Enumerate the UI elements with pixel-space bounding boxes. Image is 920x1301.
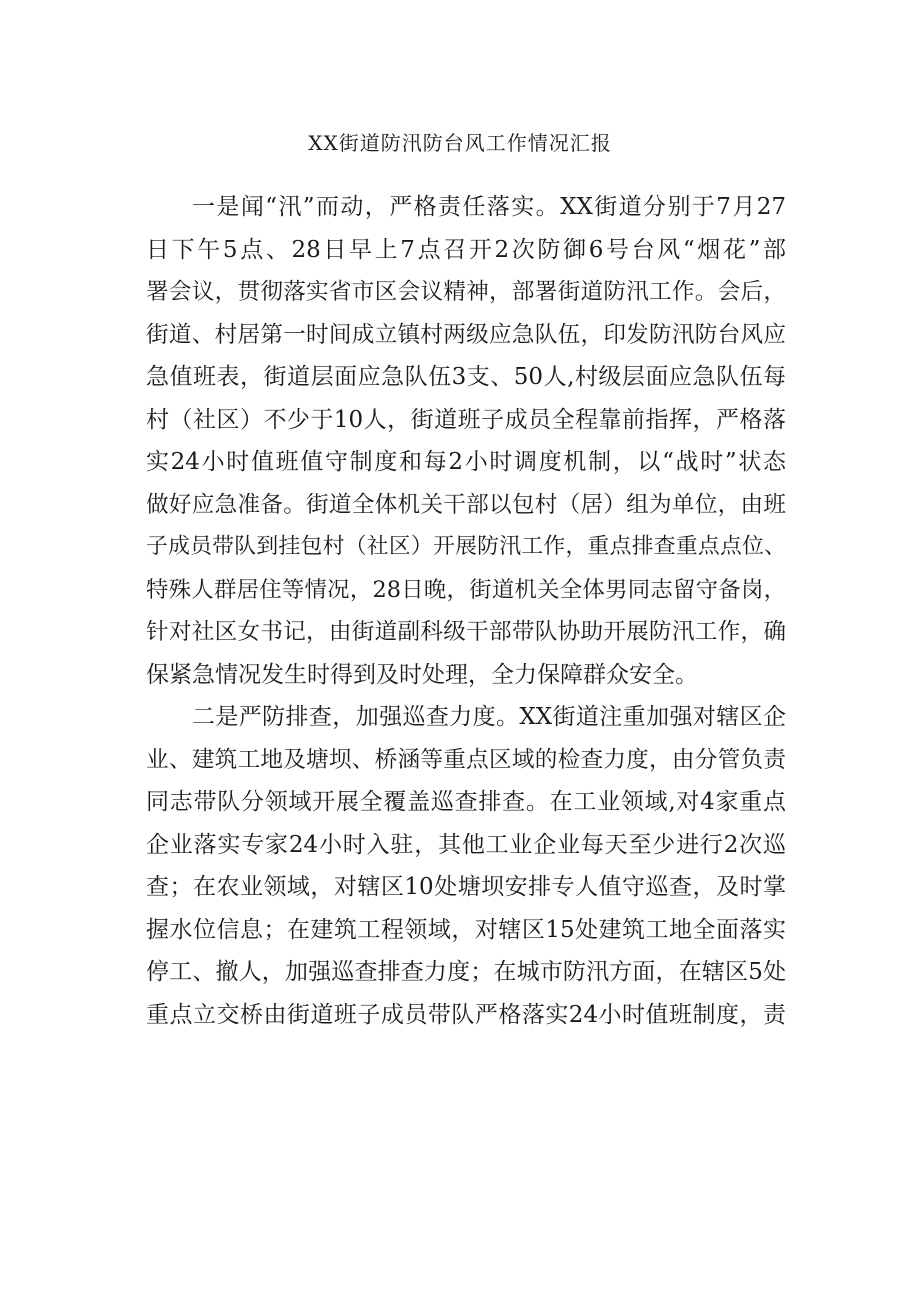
text-line: 一是闻“汛”而动，严格责任落实。XX街道分别于7月27 (192, 194, 786, 220)
text-line: 重点立交桥由街道班子成员带队严格落实24小时值班制度，责 (146, 1001, 786, 1028)
text-line: 特殊人群居住等情况，28日晚，街道机关全体男同志留守备岗， (146, 576, 786, 603)
text-line: 针对社区女书记，由街道副科级干部带队协助开展防汛工作，确 (146, 619, 786, 645)
text-line: 实24小时值班值守制度和每2小时调度机制，以“战时”状态 (146, 449, 786, 475)
text-line: 查；在农业领域，对辖区10处塘坝安排专人值守巡查，及时掌 (146, 874, 786, 900)
text-line: 握水位信息；在建筑工程领域，对辖区15处建筑工地全面落实 (146, 916, 786, 943)
text-line: 村（社区）不少于10人，街道班子成员全程靠前指挥，严格落 (146, 406, 786, 433)
document-title: XX街道防汛防台风工作情况汇报 (308, 131, 612, 155)
text-line: 急值班表，街道层面应急队伍3支、50人,村级层面应急队伍每 (146, 364, 786, 390)
text-line: 同志带队分领域开展全覆盖巡查排查。在工业领域,对4家重点 (146, 789, 786, 815)
text-line: 停工、撤人，加强巡查排查力度；在城市防汛方面，在辖区5处 (146, 959, 786, 985)
text-line: 二是严防排查，加强巡查力度。XX街道注重加强对辖区企 (192, 704, 786, 730)
text-line: 保紧急情况发生时得到及时处理，全力保障群众安全。 (146, 661, 698, 688)
text-line: 日下午5点、28日早上7点召开2次防御6号台风“烟花”部 (146, 236, 786, 263)
document-body (146, 186, 786, 1036)
text-line: 子成员带队到挂包村（社区）开展防汛工作，重点排查重点点位、 (146, 534, 786, 559)
paragraph-1 (146, 186, 786, 696)
text-line: 署会议，贯彻落实省市区会议精神，部署街道防汛工作。会后， (146, 279, 786, 305)
text-line: 做好应急准备。街道全体机关干部以包村（居）组为单位，由班 (146, 491, 786, 518)
paragraph-2 (146, 696, 786, 1036)
text-line: 街道、村居第一时间成立镇村两级应急队伍，印发防汛防台风应 (146, 321, 786, 348)
text-line: 企业落实专家24小时入驻，其他工业企业每天至少进行2次巡 (146, 831, 786, 858)
text-line: 业、建筑工地及塘坝、桥涵等重点区域的检查力度，由分管负责 (146, 746, 786, 773)
